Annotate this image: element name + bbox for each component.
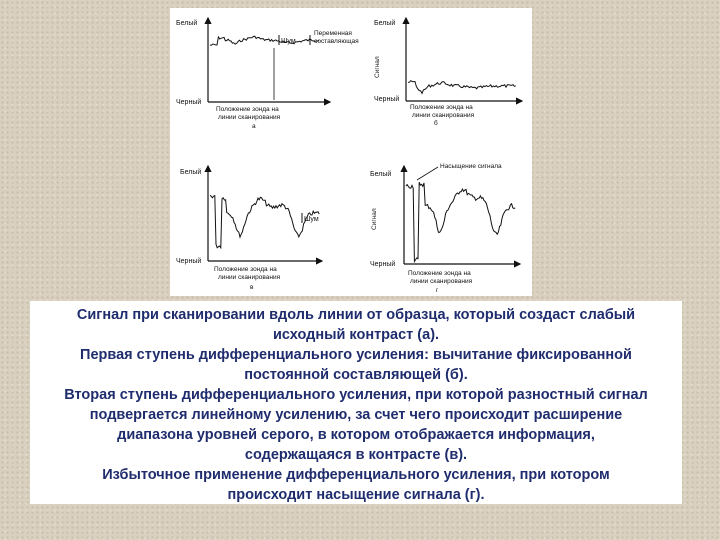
panel-d-xlabel-1: Положение зонда на [408,270,471,277]
panel-d-black-label: Черный [370,261,396,268]
panel-a-noise-label: Шум [281,38,296,45]
panel-d [370,163,520,294]
signal-figure [170,8,532,296]
panel-b-black-label: Черный [374,96,400,103]
panel-d-saturation-pointer [417,167,438,180]
panel-b-letter: б [434,120,438,127]
panel-b-xlabel-1: Положение зонда на [410,104,473,111]
caption-line: Избыточное применение дифференциального усиления, при котором [102,467,610,483]
caption-line: Вторая ступень дифференциального усиления, при которой разностный сигнал [64,387,648,403]
panel-c-black-label: Черный [176,258,202,265]
panel-c-xlabel-2: линии сканирования [218,274,281,281]
caption-line: Сигнал при сканировании вдоль линии от образца, который создаст слабый [76,307,636,323]
panel-d-annotation: Насыщение сигнала [440,163,502,170]
panel-b-signal-trace [408,81,516,94]
panel-a-annotation: Переменная составляющая [314,30,359,45]
caption-line: диапазона уровней серого, в котором отображается информация, [117,427,595,443]
panel-d-letter: г [436,287,439,294]
panel-c [176,166,322,291]
panel-a-xlabel-1: Положение зонда на [216,106,279,113]
signal-panels-svg [170,8,532,296]
panel-d-white-label: Белый [370,171,392,178]
panel-a-letter: а [252,123,256,130]
panel-d-signal-label: Сигнал [371,208,378,230]
caption-line: постоянной составляющей (б). [244,367,468,383]
panel-b-white-label: Белый [374,20,396,27]
panel-a-white-label: Белый [176,20,198,27]
caption-line: Первая ступень дифференциального усиления: вычитание фиксированной [80,347,632,363]
caption-line: содержащаяся в контрасте (в). [244,447,468,463]
panel-a-signal-trace [210,36,319,45]
panel-b [374,18,522,127]
panel-b-signal-label: Сигнал [374,56,381,78]
panel-b-xlabel-2: линии сканирования [412,112,475,119]
panel-d-xlabel-2: линии сканирования [410,278,473,285]
caption-line: подвергается линейному усилению, за счет чего происходит расширение [89,407,623,423]
panel-a-xlabel-2: линии сканирования [218,114,281,121]
panel-c-xlabel-1: Положение зонда на [214,266,277,273]
panel-c-noise-label: Шум [304,216,319,223]
panel-c-signal-trace [210,195,319,247]
figure-caption [30,301,682,504]
panel-c-white-label: Белый [180,169,202,176]
panel-a [176,18,359,130]
caption-line: исходный контраст (а). [272,327,440,343]
caption-line: происходит насыщение сигнала (г). [227,487,485,503]
panel-c-letter: в [250,284,254,291]
panel-d-signal-trace [406,182,515,261]
panel-a-black-label: Черный [176,99,202,106]
